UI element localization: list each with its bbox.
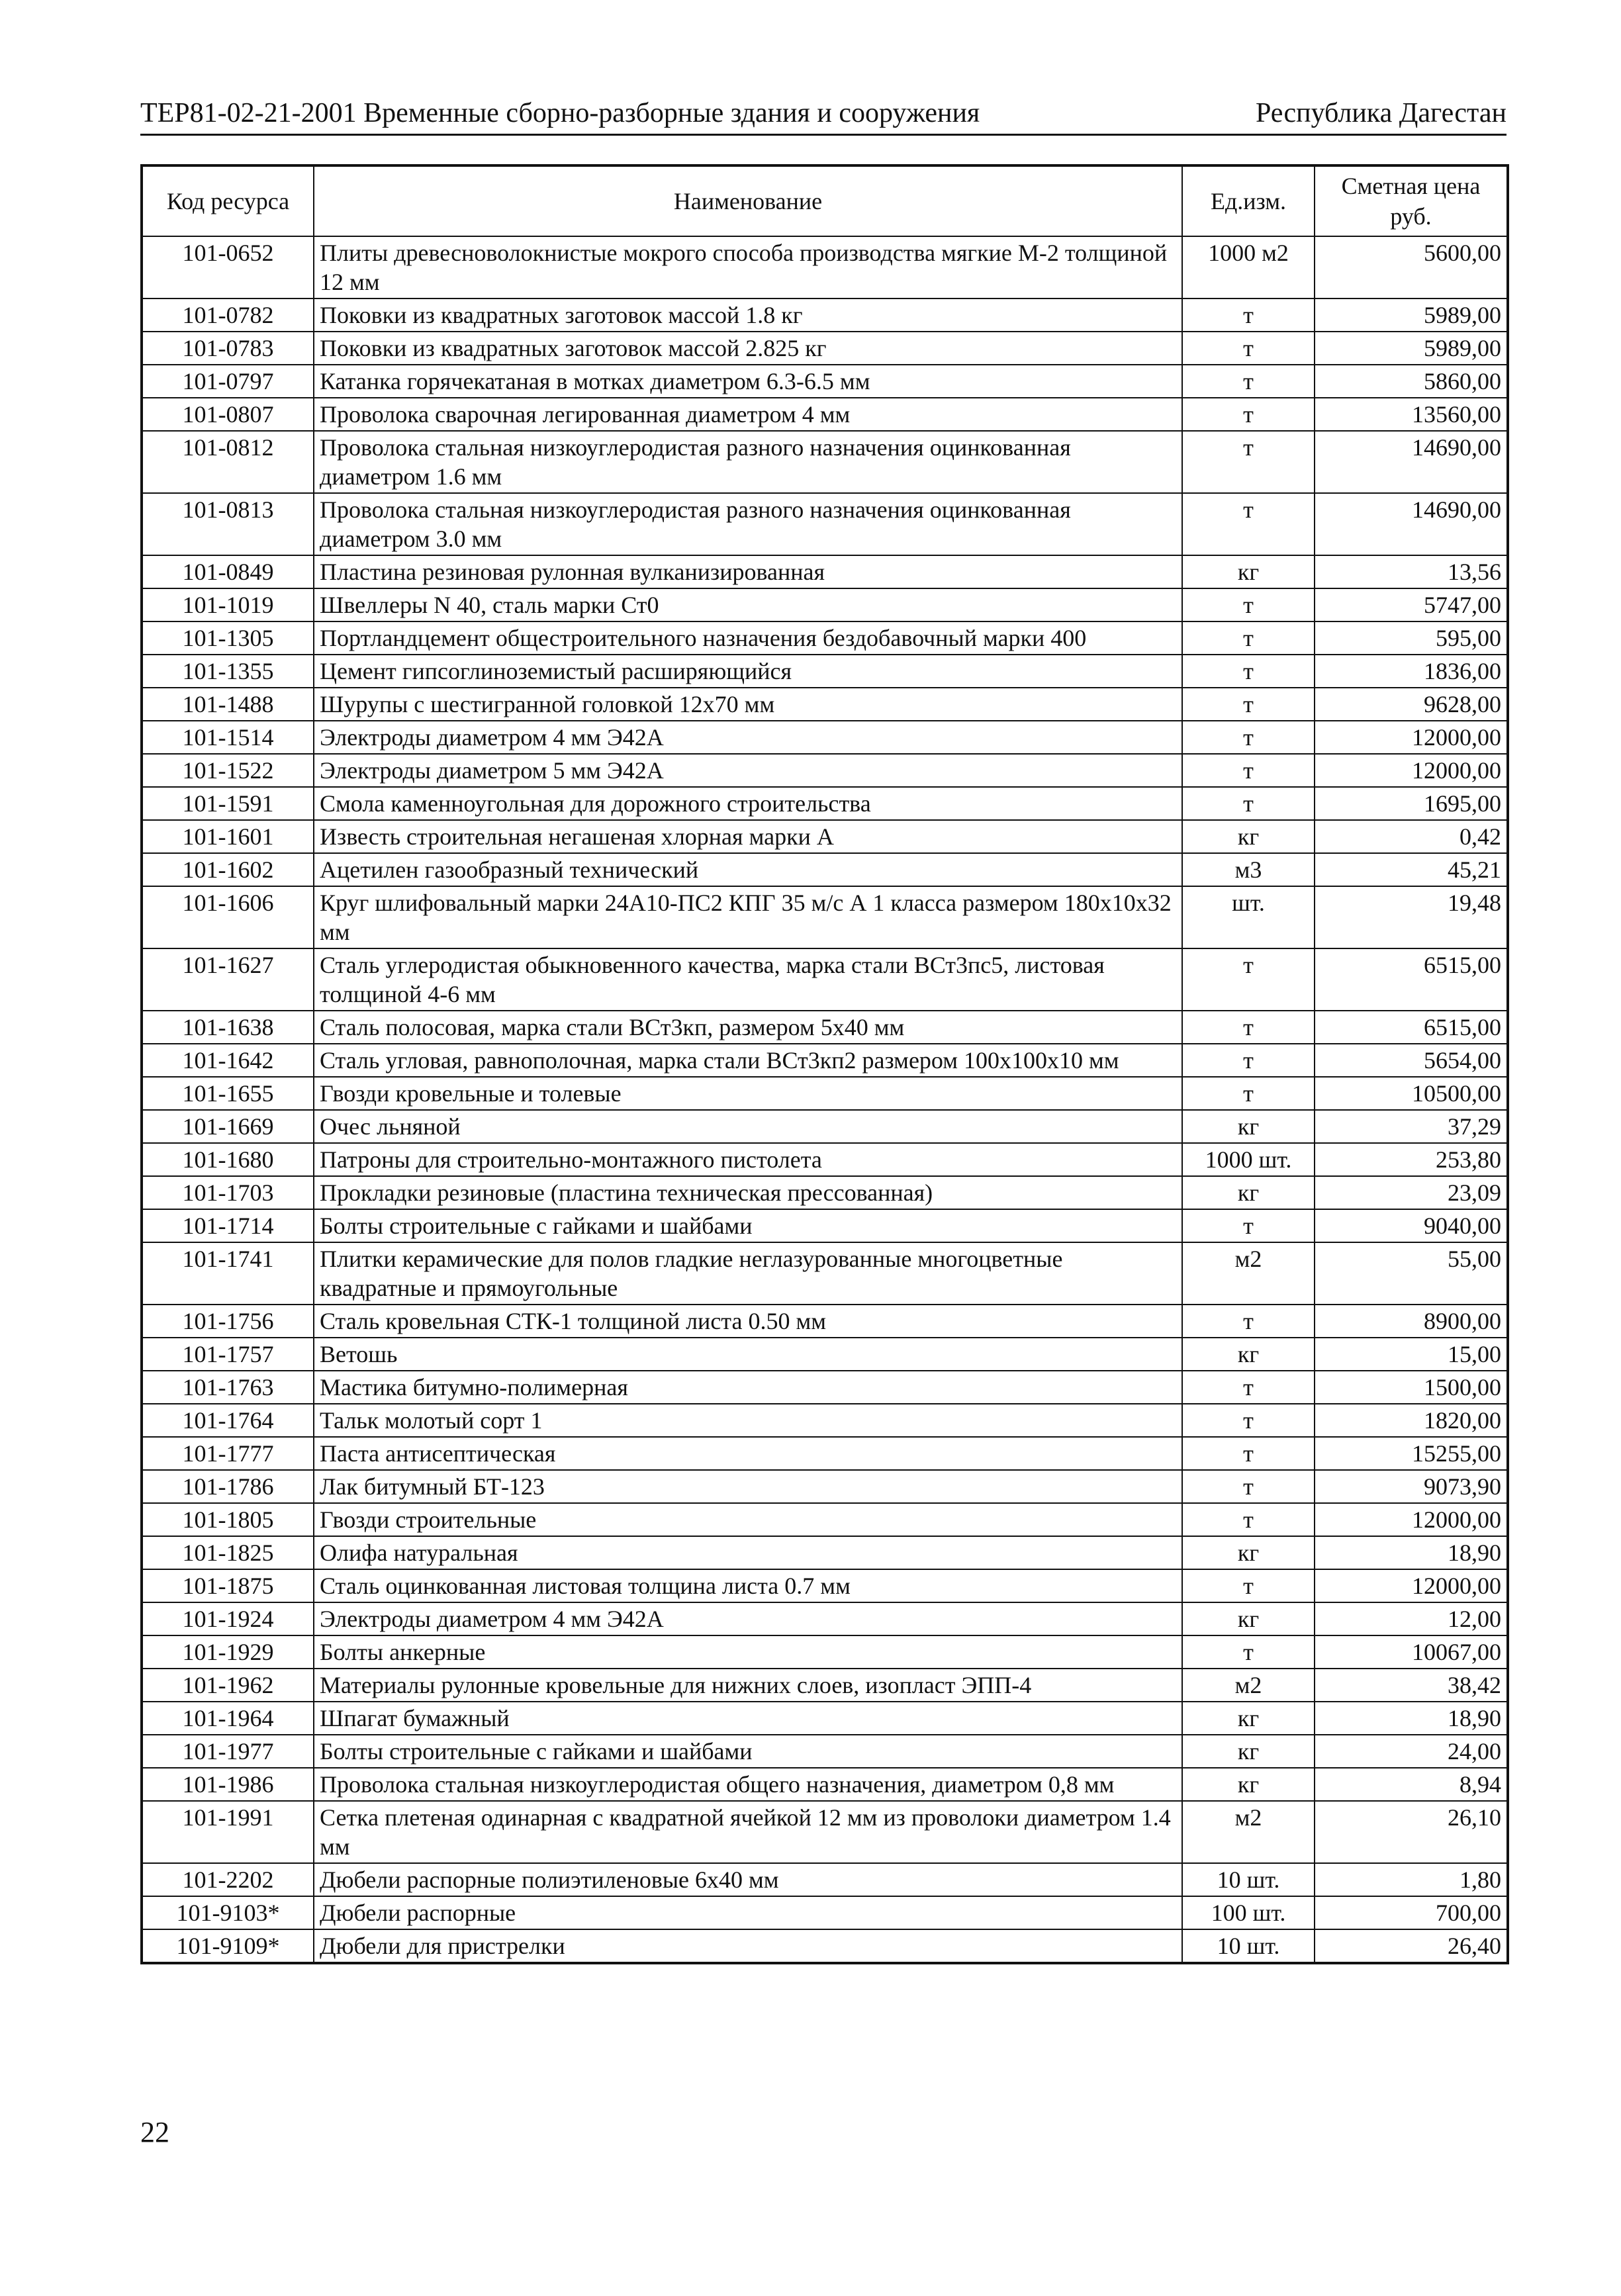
cell-unit: т <box>1182 332 1315 365</box>
page-number: 22 <box>140 2116 169 2148</box>
cell-unit: кг <box>1182 1110 1315 1143</box>
cell-price: 55,00 <box>1315 1242 1508 1305</box>
cell-unit: т <box>1182 398 1315 431</box>
table-row <box>142 332 1508 365</box>
cell-name: Болты строительные с гайками и шайбами <box>314 1735 1182 1768</box>
cell-name: Цемент гипсоглиноземистый расширяющийся <box>314 655 1182 688</box>
cell-unit: т <box>1182 493 1315 555</box>
cell-name: Поковки из квадратных заготовок массой 2.825 кг <box>314 332 1182 365</box>
cell-name: Поковки из квадратных заготовок массой 1.8 кг <box>314 298 1182 332</box>
cell-code: 101-1786 <box>142 1470 314 1503</box>
table-row <box>142 787 1508 820</box>
table-row <box>142 398 1508 431</box>
cell-name: Тальк молотый сорт 1 <box>314 1404 1182 1437</box>
cell-price: 18,90 <box>1315 1536 1508 1569</box>
cell-price: 14690,00 <box>1315 431 1508 493</box>
table-row <box>142 555 1508 588</box>
cell-price: 5654,00 <box>1315 1044 1508 1077</box>
cell-unit: т <box>1182 721 1315 754</box>
cell-price: 595,00 <box>1315 621 1508 655</box>
document-title: ТЕР81-02-21-2001 Временные сборно-разборные здания и сооружения <box>140 98 980 128</box>
cell-unit: т <box>1182 1371 1315 1404</box>
cell-unit: т <box>1182 1011 1315 1044</box>
cell-code: 101-1929 <box>142 1635 314 1669</box>
cell-name: Шпагат бумажный <box>314 1702 1182 1735</box>
table-row <box>142 621 1508 655</box>
cell-unit: кг <box>1182 1338 1315 1371</box>
cell-unit: т <box>1182 1635 1315 1669</box>
cell-name: Сетка плетеная одинарная с квадратной ячейкой 12 мм из проволоки диаметром 1.4 мм <box>314 1801 1182 1863</box>
cell-unit: т <box>1182 1503 1315 1536</box>
table-row <box>142 1702 1508 1735</box>
cell-code: 101-1875 <box>142 1569 314 1602</box>
cell-unit: кг <box>1182 1735 1315 1768</box>
table-row <box>142 1176 1508 1209</box>
table-row <box>142 1044 1508 1077</box>
cell-name: Прокладки резиновые (пластина техническая прессованная) <box>314 1176 1182 1209</box>
cell-code: 101-1741 <box>142 1242 314 1305</box>
cell-price: 1836,00 <box>1315 655 1508 688</box>
table-row <box>142 588 1508 621</box>
cell-code: 101-1591 <box>142 787 314 820</box>
cell-price: 1,80 <box>1315 1863 1508 1896</box>
cell-name: Электроды диаметром 4 мм Э42А <box>314 1602 1182 1635</box>
cell-price: 19,48 <box>1315 886 1508 948</box>
cell-price: 1500,00 <box>1315 1371 1508 1404</box>
resource-price-table <box>140 164 1509 1964</box>
cell-price: 5989,00 <box>1315 332 1508 365</box>
cell-price: 9040,00 <box>1315 1209 1508 1242</box>
cell-price: 6515,00 <box>1315 948 1508 1011</box>
cell-code: 101-1991 <box>142 1801 314 1863</box>
cell-code: 101-1714 <box>142 1209 314 1242</box>
cell-name: Швеллеры N 40, сталь марки Ст0 <box>314 588 1182 621</box>
cell-price: 12,00 <box>1315 1602 1508 1635</box>
cell-price: 45,21 <box>1315 853 1508 886</box>
cell-unit: т <box>1182 1437 1315 1470</box>
cell-code: 101-0783 <box>142 332 314 365</box>
table-row <box>142 1569 1508 1602</box>
cell-name: Смола каменноугольная для дорожного строительства <box>314 787 1182 820</box>
table-row <box>142 721 1508 754</box>
cell-price: 13,56 <box>1315 555 1508 588</box>
cell-name: Портландцемент общестроительного назначения бездобавочный марки 400 <box>314 621 1182 655</box>
region-name: Республика Дагестан <box>1255 98 1506 128</box>
cell-name: Шурупы с шестигранной головкой 12х70 мм <box>314 688 1182 721</box>
cell-name: Электроды диаметром 5 мм Э42А <box>314 754 1182 787</box>
cell-code: 101-1756 <box>142 1305 314 1338</box>
table-row <box>142 820 1508 853</box>
table-row <box>142 853 1508 886</box>
cell-unit: т <box>1182 655 1315 688</box>
cell-code: 101-1977 <box>142 1735 314 1768</box>
cell-price: 12000,00 <box>1315 1503 1508 1536</box>
cell-code: 101-1355 <box>142 655 314 688</box>
cell-code: 101-1777 <box>142 1437 314 1470</box>
table-row <box>142 1536 1508 1569</box>
cell-unit: кг <box>1182 820 1315 853</box>
table-row <box>142 1305 1508 1338</box>
cell-code: 101-2202 <box>142 1863 314 1896</box>
cell-code: 101-1757 <box>142 1338 314 1371</box>
cell-name: Электроды диаметром 4 мм Э42А <box>314 721 1182 754</box>
cell-code: 101-1962 <box>142 1669 314 1702</box>
table-row <box>142 688 1508 721</box>
cell-name: Проволока стальная низкоуглеродистая разного назначения оцинкованная диаметром 1.6 мм <box>314 431 1182 493</box>
cell-price: 15,00 <box>1315 1338 1508 1371</box>
page-header <box>140 99 1506 136</box>
table-row <box>142 1896 1508 1929</box>
table-row <box>142 493 1508 555</box>
table-row <box>142 754 1508 787</box>
cell-price: 6515,00 <box>1315 1011 1508 1044</box>
cell-name: Сталь угловая, равнополочная, марка стали ВСт3кп2 размером 100х100х10 мм <box>314 1044 1182 1077</box>
cell-unit: м2 <box>1182 1242 1315 1305</box>
cell-price: 12000,00 <box>1315 721 1508 754</box>
cell-price: 9628,00 <box>1315 688 1508 721</box>
table-row <box>142 1635 1508 1669</box>
cell-unit: м3 <box>1182 853 1315 886</box>
cell-name: Плиты древесноволокнистые мокрого способа производства мягкие М-2 толщиной 12 мм <box>314 236 1182 298</box>
column-header-name: Наименование <box>314 165 1182 236</box>
cell-price: 18,90 <box>1315 1702 1508 1735</box>
cell-price: 26,40 <box>1315 1929 1508 1963</box>
cell-name: Катанка горячекатаная в мотках диаметром 6.3-6.5 мм <box>314 365 1182 398</box>
cell-unit: 1000 шт. <box>1182 1143 1315 1176</box>
cell-unit: 1000 м2 <box>1182 236 1315 298</box>
cell-name: Плитки керамические для полов гладкие неглазурованные многоцветные квадратные и прямоугольные <box>314 1242 1182 1305</box>
cell-price: 38,42 <box>1315 1669 1508 1702</box>
cell-price: 37,29 <box>1315 1110 1508 1143</box>
cell-code: 101-1655 <box>142 1077 314 1110</box>
cell-name: Дюбели распорные полиэтиленовые 6х40 мм <box>314 1863 1182 1896</box>
column-header-code: Код ресурса <box>142 165 314 236</box>
cell-name: Мастика битумно-полимерная <box>314 1371 1182 1404</box>
cell-unit: т <box>1182 621 1315 655</box>
cell-code: 101-1924 <box>142 1602 314 1635</box>
cell-unit: кг <box>1182 1602 1315 1635</box>
cell-name: Сталь углеродистая обыкновенного качества, марка стали ВСт3пс5, листовая толщиной 4-6 мм <box>314 948 1182 1011</box>
cell-code: 101-1606 <box>142 886 314 948</box>
cell-code: 101-1601 <box>142 820 314 853</box>
cell-unit: т <box>1182 1404 1315 1437</box>
cell-name: Сталь полосовая, марка стали ВСт3кп, размером 5х40 мм <box>314 1011 1182 1044</box>
cell-name: Сталь кровельная СТК-1 толщиной листа 0.50 мм <box>314 1305 1182 1338</box>
cell-name: Пластина резиновая рулонная вулканизированная <box>314 555 1182 588</box>
cell-unit: т <box>1182 365 1315 398</box>
cell-code: 101-1669 <box>142 1110 314 1143</box>
cell-unit: т <box>1182 1209 1315 1242</box>
cell-code: 101-1627 <box>142 948 314 1011</box>
cell-name: Лак битумный БТ-123 <box>314 1470 1182 1503</box>
cell-unit: т <box>1182 1044 1315 1077</box>
cell-code: 101-0797 <box>142 365 314 398</box>
cell-unit: м2 <box>1182 1801 1315 1863</box>
cell-price: 700,00 <box>1315 1896 1508 1929</box>
cell-price: 9073,90 <box>1315 1470 1508 1503</box>
table-row <box>142 431 1508 493</box>
cell-code: 101-9109* <box>142 1929 314 1963</box>
cell-unit: 10 шт. <box>1182 1929 1315 1963</box>
cell-unit: кг <box>1182 1176 1315 1209</box>
cell-price: 5747,00 <box>1315 588 1508 621</box>
cell-unit: 100 шт. <box>1182 1896 1315 1929</box>
cell-price: 5989,00 <box>1315 298 1508 332</box>
cell-name: Паста антисептическая <box>314 1437 1182 1470</box>
cell-price: 0,42 <box>1315 820 1508 853</box>
table-row <box>142 1242 1508 1305</box>
cell-code: 101-1602 <box>142 853 314 886</box>
table-row <box>142 1110 1508 1143</box>
cell-code: 101-0813 <box>142 493 314 555</box>
cell-unit: т <box>1182 431 1315 493</box>
cell-name: Ацетилен газообразный технический <box>314 853 1182 886</box>
cell-unit: т <box>1182 298 1315 332</box>
cell-name: Дюбели распорные <box>314 1896 1182 1929</box>
cell-code: 101-1763 <box>142 1371 314 1404</box>
cell-name: Очес льняной <box>314 1110 1182 1143</box>
table-row <box>142 1437 1508 1470</box>
cell-code: 101-1764 <box>142 1404 314 1437</box>
cell-name: Проволока стальная низкоуглеродистая общего назначения, диаметром 0,8 мм <box>314 1768 1182 1801</box>
cell-code: 101-0652 <box>142 236 314 298</box>
cell-name: Гвозди кровельные и толевые <box>314 1077 1182 1110</box>
table-row <box>142 1929 1508 1963</box>
cell-price: 13560,00 <box>1315 398 1508 431</box>
table-row <box>142 1863 1508 1896</box>
cell-name: Круг шлифовальный марки 24А10-ПС2 КПГ 35 м/с А 1 класса размером 180х10х32 мм <box>314 886 1182 948</box>
cell-code: 101-0812 <box>142 431 314 493</box>
cell-price: 10067,00 <box>1315 1635 1508 1669</box>
cell-name: Гвозди строительные <box>314 1503 1182 1536</box>
cell-price: 24,00 <box>1315 1735 1508 1768</box>
cell-price: 12000,00 <box>1315 1569 1508 1602</box>
cell-code: 101-1964 <box>142 1702 314 1735</box>
table-row <box>142 1602 1508 1635</box>
cell-name: Материалы рулонные кровельные для нижних слоев, изопласт ЭПП-4 <box>314 1669 1182 1702</box>
cell-unit: т <box>1182 1077 1315 1110</box>
table-row <box>142 1143 1508 1176</box>
cell-unit: м2 <box>1182 1669 1315 1702</box>
cell-code: 101-1305 <box>142 621 314 655</box>
cell-code: 101-1825 <box>142 1536 314 1569</box>
cell-code: 101-9103* <box>142 1896 314 1929</box>
table-row <box>142 1503 1508 1536</box>
cell-name: Олифа натуральная <box>314 1536 1182 1569</box>
cell-price: 5860,00 <box>1315 365 1508 398</box>
cell-unit: кг <box>1182 555 1315 588</box>
cell-name: Сталь оцинкованная листовая толщина листа 0.7 мм <box>314 1569 1182 1602</box>
cell-price: 15255,00 <box>1315 1437 1508 1470</box>
cell-price: 1695,00 <box>1315 787 1508 820</box>
cell-price: 8,94 <box>1315 1768 1508 1801</box>
cell-name: Известь строительная негашеная хлорная марки А <box>314 820 1182 853</box>
column-header-unit: Ед.изм. <box>1182 165 1315 236</box>
cell-unit: т <box>1182 1569 1315 1602</box>
cell-unit: 10 шт. <box>1182 1863 1315 1896</box>
cell-code: 101-1986 <box>142 1768 314 1801</box>
cell-name: Проволока стальная низкоуглеродистая разного назначения оцинкованная диаметром 3.0 мм <box>314 493 1182 555</box>
cell-price: 5600,00 <box>1315 236 1508 298</box>
table-row <box>142 1371 1508 1404</box>
table-row <box>142 1338 1508 1371</box>
cell-code: 101-1703 <box>142 1176 314 1209</box>
table-row <box>142 1077 1508 1110</box>
cell-code: 101-1680 <box>142 1143 314 1176</box>
cell-unit: т <box>1182 787 1315 820</box>
table-row <box>142 1801 1508 1863</box>
cell-unit: кг <box>1182 1536 1315 1569</box>
cell-price: 8900,00 <box>1315 1305 1508 1338</box>
cell-unit: т <box>1182 1470 1315 1503</box>
cell-unit: т <box>1182 688 1315 721</box>
cell-price: 23,09 <box>1315 1176 1508 1209</box>
cell-price: 14690,00 <box>1315 493 1508 555</box>
table-row <box>142 1768 1508 1801</box>
table-row <box>142 655 1508 688</box>
cell-unit: т <box>1182 754 1315 787</box>
table-row <box>142 365 1508 398</box>
cell-name: Ветошь <box>314 1338 1182 1371</box>
table-body <box>142 236 1508 1963</box>
cell-code: 101-0807 <box>142 398 314 431</box>
table-row <box>142 236 1508 298</box>
cell-name: Патроны для строительно-монтажного пистолета <box>314 1143 1182 1176</box>
cell-price: 10500,00 <box>1315 1077 1508 1110</box>
cell-code: 101-1514 <box>142 721 314 754</box>
cell-price: 1820,00 <box>1315 1404 1508 1437</box>
cell-code: 101-1019 <box>142 588 314 621</box>
table-row <box>142 948 1508 1011</box>
cell-price: 253,80 <box>1315 1143 1508 1176</box>
table-row <box>142 1735 1508 1768</box>
cell-code: 101-1638 <box>142 1011 314 1044</box>
cell-unit: т <box>1182 1305 1315 1338</box>
cell-unit: т <box>1182 948 1315 1011</box>
table-row <box>142 298 1508 332</box>
cell-code: 101-1805 <box>142 1503 314 1536</box>
table-row <box>142 1470 1508 1503</box>
table-row <box>142 1404 1508 1437</box>
table-row <box>142 1669 1508 1702</box>
cell-unit: кг <box>1182 1702 1315 1735</box>
cell-name: Дюбели для пристрелки <box>314 1929 1182 1963</box>
cell-price: 12000,00 <box>1315 754 1508 787</box>
cell-unit: шт. <box>1182 886 1315 948</box>
cell-name: Проволока сварочная легированная диаметром 4 мм <box>314 398 1182 431</box>
cell-code: 101-1642 <box>142 1044 314 1077</box>
cell-name: Болты строительные с гайками и шайбами <box>314 1209 1182 1242</box>
cell-price: 26,10 <box>1315 1801 1508 1863</box>
table-row <box>142 1011 1508 1044</box>
cell-name: Болты анкерные <box>314 1635 1182 1669</box>
cell-code: 101-0782 <box>142 298 314 332</box>
cell-unit: кг <box>1182 1768 1315 1801</box>
cell-unit: т <box>1182 588 1315 621</box>
table-header-row <box>142 165 1508 236</box>
cell-code: 101-1522 <box>142 754 314 787</box>
cell-code: 101-0849 <box>142 555 314 588</box>
table-row <box>142 886 1508 948</box>
table-row <box>142 1209 1508 1242</box>
cell-code: 101-1488 <box>142 688 314 721</box>
column-header-price: Сметная цена руб. <box>1315 165 1508 236</box>
